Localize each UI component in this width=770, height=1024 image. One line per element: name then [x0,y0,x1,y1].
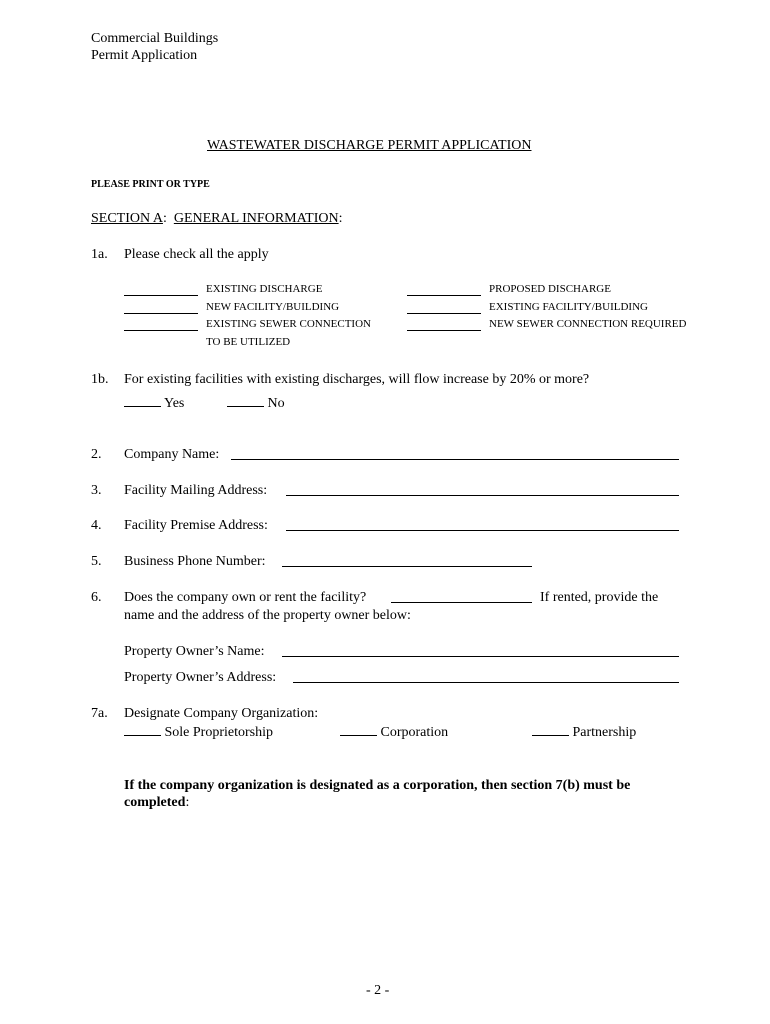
section-a-colon: : [162,211,167,226]
q1b-no-option[interactable] [227,393,285,412]
q3-number: 3. [91,483,102,498]
q5-number: 5. [91,554,102,569]
mailing-address-field[interactable] [286,495,679,496]
owner-address-field[interactable] [293,682,679,683]
section-a-title: GENERAL INFORMATION [173,211,339,226]
corporation-blank[interactable] [340,722,377,736]
option-label-continued: TO BE UTILIZED [206,336,291,348]
page-number: - 2 - [366,983,390,998]
company-name-field[interactable] [231,459,679,460]
q1b-number: 1b. [91,372,109,387]
option-existing-facility[interactable] [407,301,648,314]
q6-number: 6. [91,590,102,605]
partnership-blank[interactable] [532,722,569,736]
no-label: No [267,396,285,411]
page-title: WASTEWATER DISCHARGE PERMIT APPLICATION [207,138,532,153]
option-label: NEW FACILITY/BUILDING [206,301,340,313]
note-colon: : [185,795,190,810]
sole-proprietorship-label: Sole Proprietorship [164,725,273,740]
no-blank[interactable] [227,393,264,407]
phone-number-field[interactable] [282,566,532,567]
q1a-text: Please check all the apply [124,247,269,262]
own-or-rent-field[interactable] [391,602,532,603]
checkbox-blank[interactable] [124,285,198,296]
premise-address-label: Facility Premise Address: [124,518,268,533]
yes-label: Yes [163,396,185,411]
option-existing-sewer-connection[interactable] [124,318,371,331]
q1b-yes-option[interactable] [124,393,184,412]
print-note: PLEASE PRINT OR TYPE [91,179,210,190]
option-new-sewer-connection[interactable] [407,318,686,331]
q6-text-line-2: name and the address of the property owner below: [124,608,411,623]
option-sole-proprietorship[interactable] [124,722,273,741]
option-label: PROPOSED DISCHARGE [489,283,611,295]
option-existing-discharge[interactable] [124,283,322,296]
mailing-address-label: Facility Mailing Address: [124,483,268,498]
owner-name-label: Property Owner’s Name: [124,644,265,659]
corporation-note-line-1: If the company organization is designated as a corporation, then section 7(b) must be [124,778,631,793]
option-new-facility[interactable] [124,301,339,314]
q1b-text: For existing facilities with existing discharges, will flow increase by 20% or more? [124,372,590,387]
yes-blank[interactable] [124,393,161,407]
checkbox-blank[interactable] [407,320,481,331]
option-partnership[interactable] [532,722,636,741]
owner-name-field[interactable] [282,656,679,657]
q2-number: 2. [91,447,102,462]
option-label: NEW SEWER CONNECTION REQUIRED [489,318,687,330]
section-a-heading [91,210,343,227]
corporation-label: Corporation [380,725,449,740]
option-label: EXISTING DISCHARGE [206,283,323,295]
premise-address-field[interactable] [286,530,679,531]
checkbox-blank[interactable] [124,303,198,314]
q6-text-after: If rented, provide the [540,590,659,605]
sole-proprietorship-blank[interactable] [124,722,161,736]
section-a-label: SECTION A [91,211,163,226]
owner-address-label: Property Owner’s Address: [124,670,277,685]
q4-number: 4. [91,518,102,533]
checkbox-blank[interactable] [407,303,481,314]
note-completed: completed [124,795,186,810]
corporation-note-line-2 [124,794,189,811]
header-line-1: Commercial Buildings [91,31,219,46]
section-a-colon-2: : [338,211,343,226]
q1a-number: 1a. [91,247,108,262]
partnership-label: Partnership [572,725,637,740]
company-name-label: Company Name: [124,447,220,462]
q7a-text: Designate Company Organization: [124,706,319,721]
option-corporation[interactable] [340,722,448,741]
header-line-2: Permit Application [91,48,198,63]
checkbox-blank[interactable] [124,320,198,331]
option-proposed-discharge[interactable] [407,283,611,296]
option-label: EXISTING SEWER CONNECTION [206,318,371,330]
checkbox-blank[interactable] [407,285,481,296]
q6-text: Does the company own or rent the facility? [124,590,367,605]
option-label: EXISTING FACILITY/BUILDING [489,301,648,313]
q7a-number: 7a. [91,706,108,721]
phone-number-label: Business Phone Number: [124,554,266,569]
